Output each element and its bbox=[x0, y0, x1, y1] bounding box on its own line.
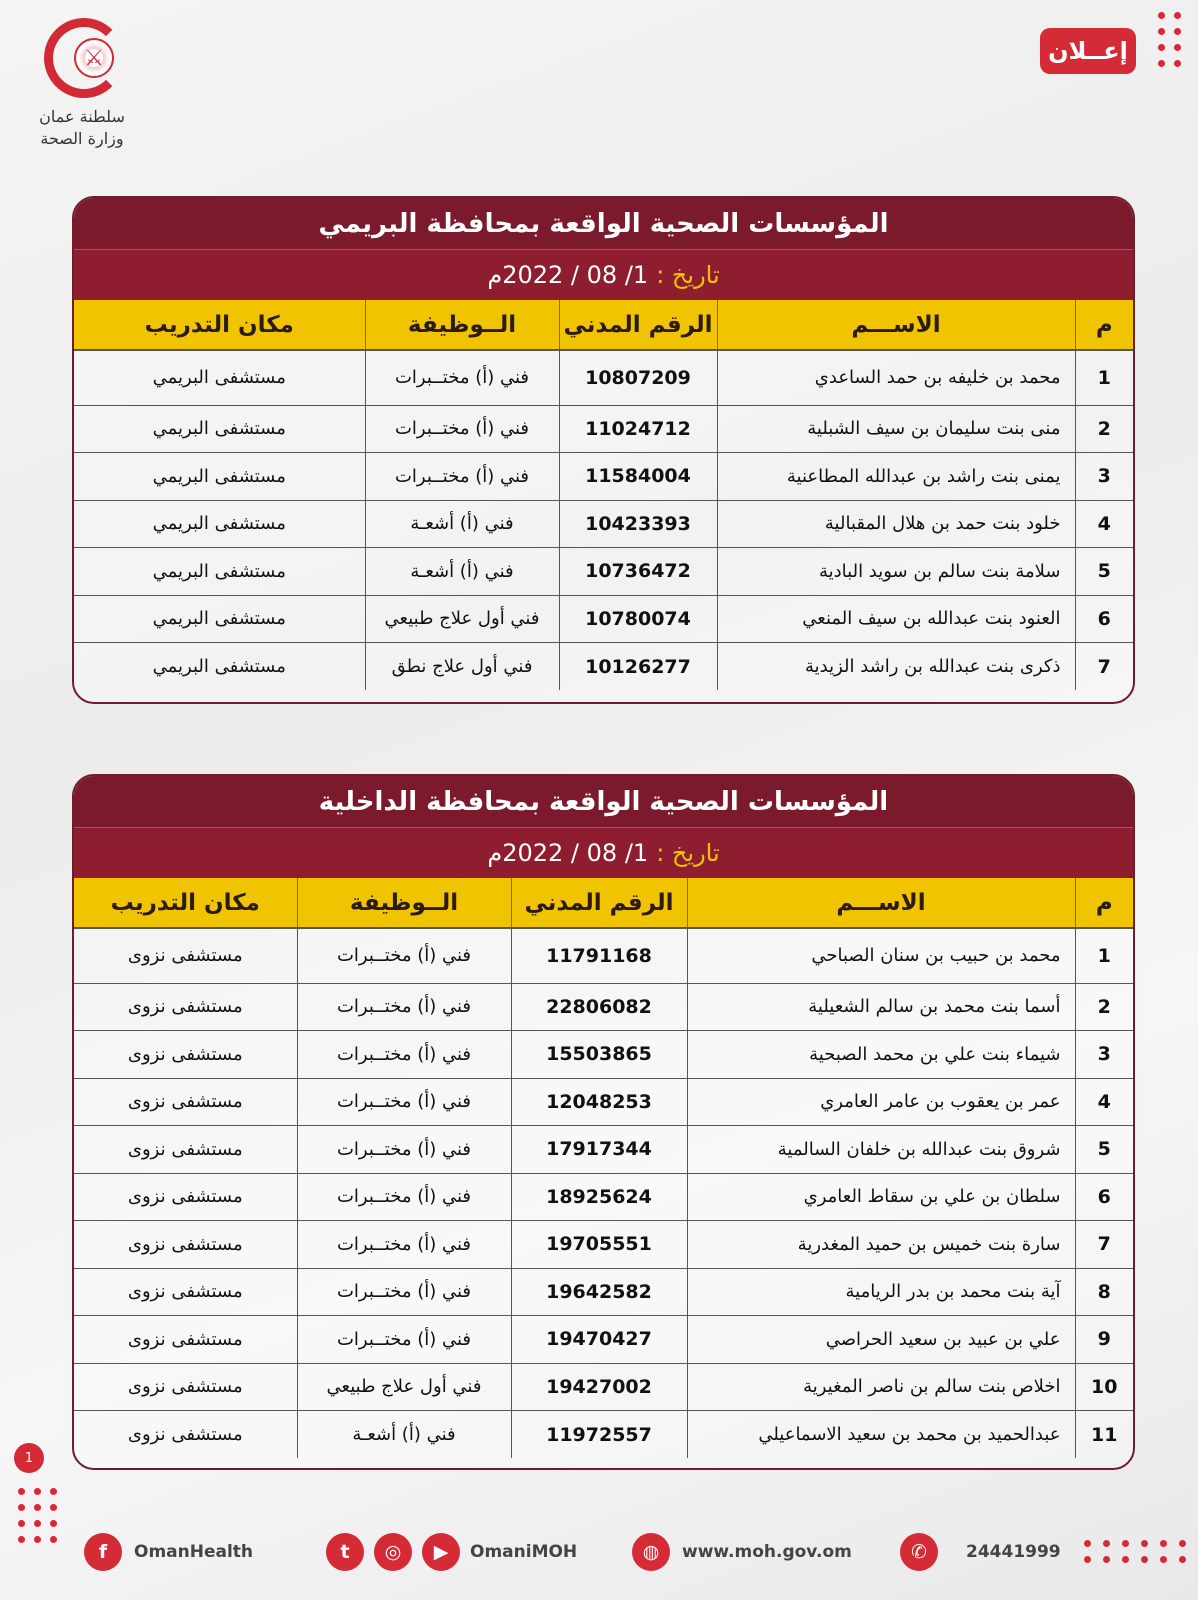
cell-civil-id: 19705551 bbox=[511, 1221, 687, 1269]
cell-civil-id: 10423393 bbox=[559, 500, 717, 548]
cell-training-place: مستشفى البريمي bbox=[74, 500, 365, 548]
cell-name: شيماء بنت علي بن محمد الصبحية bbox=[687, 1031, 1075, 1079]
table-row bbox=[74, 548, 1133, 596]
section-title: المؤسسات الصحية الواقعة بمحافظة الداخلية bbox=[74, 776, 1133, 828]
cell-training-place: مستشفى نزوى bbox=[74, 1078, 297, 1126]
cell-job: فني (أ) مختــبرات bbox=[365, 405, 559, 453]
cell-job: فني (أ) مختــبرات bbox=[365, 453, 559, 501]
cell-training-place: مستشفى البريمي bbox=[74, 350, 365, 405]
cell-index: 1 bbox=[1075, 350, 1133, 405]
table-header-row bbox=[74, 878, 1133, 928]
cell-name: شروق بنت عبدالله بن خلفان السالمية bbox=[687, 1126, 1075, 1174]
social-handle[interactable]: OmaniMOH bbox=[470, 1542, 578, 1562]
table-row bbox=[74, 1221, 1133, 1269]
col-header-index: م bbox=[1075, 300, 1133, 350]
cell-job: فني (أ) مختــبرات bbox=[297, 983, 511, 1031]
cell-job: فني (أ) أشعـة bbox=[297, 1411, 511, 1459]
cell-training-place: مستشفى نزوى bbox=[74, 1221, 297, 1269]
globe-icon: ◍ bbox=[632, 1533, 670, 1571]
facebook-handle: OmanHealth bbox=[134, 1542, 254, 1562]
cell-job: فني (أ) أشعـة bbox=[365, 500, 559, 548]
cell-index: 6 bbox=[1075, 595, 1133, 643]
cell-civil-id: 19642582 bbox=[511, 1268, 687, 1316]
cell-index: 4 bbox=[1075, 1078, 1133, 1126]
twitter-icon[interactable]: t bbox=[326, 1533, 364, 1571]
cell-civil-id: 17917344 bbox=[511, 1126, 687, 1174]
cell-index: 9 bbox=[1075, 1316, 1133, 1364]
dakhiliyah-table-body bbox=[74, 928, 1133, 1458]
cell-name: عبدالحميد بن محمد بن سعيد الاسماعيلي bbox=[687, 1411, 1075, 1459]
cell-job: فني أول علاج نطق bbox=[365, 643, 559, 691]
cell-index: 4 bbox=[1075, 500, 1133, 548]
page-number-badge: 1 bbox=[14, 1443, 44, 1473]
cell-name: سلطان بن علي بن سقاط العامري bbox=[687, 1173, 1075, 1221]
cell-training-place: مستشفى نزوى bbox=[74, 1173, 297, 1221]
cell-training-place: مستشفى البريمي bbox=[74, 643, 365, 691]
logo-line-2: وزارة الصحة bbox=[40, 129, 124, 148]
website-url: www.moh.gov.om bbox=[682, 1542, 852, 1562]
phone-link[interactable] bbox=[900, 1533, 1061, 1571]
cell-index: 1 bbox=[1075, 928, 1133, 983]
cell-index: 10 bbox=[1075, 1363, 1133, 1411]
table-row bbox=[74, 453, 1133, 501]
col-header-index: م bbox=[1075, 878, 1133, 928]
cell-training-place: مستشفى نزوى bbox=[74, 1411, 297, 1459]
cell-job: فني (أ) مختــبرات bbox=[297, 1078, 511, 1126]
cell-job: فني (أ) مختــبرات bbox=[297, 928, 511, 983]
table-row bbox=[74, 1126, 1133, 1174]
cell-job: فني (أ) مختــبرات bbox=[297, 1173, 511, 1221]
cell-training-place: مستشفى نزوى bbox=[74, 1363, 297, 1411]
social-links bbox=[326, 1533, 577, 1571]
cell-job: فني أول علاج طبيعي bbox=[365, 595, 559, 643]
cell-civil-id: 15503865 bbox=[511, 1031, 687, 1079]
col-header-job: الــوظيفة bbox=[297, 878, 511, 928]
cell-job: فني (أ) أشعـة bbox=[365, 548, 559, 596]
cell-civil-id: 19427002 bbox=[511, 1363, 687, 1411]
col-header-civil-id: الرقم المدني bbox=[559, 300, 717, 350]
cell-civil-id: 10736472 bbox=[559, 548, 717, 596]
cell-training-place: مستشفى البريمي bbox=[74, 453, 365, 501]
buraimi-table-body bbox=[74, 350, 1133, 690]
cell-index: 5 bbox=[1075, 548, 1133, 596]
website-link[interactable] bbox=[632, 1533, 852, 1571]
cell-civil-id: 10126277 bbox=[559, 643, 717, 691]
table-header-row bbox=[74, 300, 1133, 350]
table-row bbox=[74, 1078, 1133, 1126]
cell-civil-id: 10780074 bbox=[559, 595, 717, 643]
table-row bbox=[74, 1363, 1133, 1411]
khanjar-emblem-icon: ⚔ bbox=[74, 38, 114, 78]
buraimi-table bbox=[74, 300, 1133, 690]
cell-job: فني (أ) مختــبرات bbox=[297, 1031, 511, 1079]
table-row bbox=[74, 595, 1133, 643]
col-header-job: الــوظيفة bbox=[365, 300, 559, 350]
cell-index: 3 bbox=[1075, 1031, 1133, 1079]
table-row bbox=[74, 1031, 1133, 1079]
cell-name: اخلاص بنت سالم بن ناصر المغيرية bbox=[687, 1363, 1075, 1411]
cell-index: 8 bbox=[1075, 1268, 1133, 1316]
col-header-training-place: مكان التدريب bbox=[74, 878, 297, 928]
cell-civil-id: 11024712 bbox=[559, 405, 717, 453]
facebook-icon: f bbox=[84, 1533, 122, 1571]
cell-name: العنود بنت عبدالله بن سيف المنعي bbox=[717, 595, 1075, 643]
cell-civil-id: 11584004 bbox=[559, 453, 717, 501]
cell-name: يمنى بنت راشد بن عبدالله المطاعنية bbox=[717, 453, 1075, 501]
cell-civil-id: 12048253 bbox=[511, 1078, 687, 1126]
date-label: تاريخ : bbox=[656, 261, 720, 289]
col-header-name: الاســـم bbox=[717, 300, 1075, 350]
cell-name: آية بنت محمد بن بدر الريامية bbox=[687, 1268, 1075, 1316]
phone-number: 24441999 bbox=[966, 1542, 1061, 1562]
announcement-badge: إعــلان bbox=[1040, 28, 1136, 74]
table-row bbox=[74, 500, 1133, 548]
cell-index: 6 bbox=[1075, 1173, 1133, 1221]
date-value: 1/ 08 / 2022م bbox=[487, 261, 649, 289]
cell-job: فني (أ) مختــبرات bbox=[297, 1126, 511, 1174]
cell-index: 7 bbox=[1075, 1221, 1133, 1269]
cell-name: محمد بن حبيب بن سنان الصباحي bbox=[687, 928, 1075, 983]
cell-job: فني (أ) مختــبرات bbox=[297, 1316, 511, 1364]
cell-civil-id: 22806082 bbox=[511, 983, 687, 1031]
cell-name: محمد بن خليفه بن حمد الساعدي bbox=[717, 350, 1075, 405]
date-value: 1/ 08 / 2022م bbox=[487, 839, 649, 867]
cell-training-place: مستشفى البريمي bbox=[74, 405, 365, 453]
cell-index: 3 bbox=[1075, 453, 1133, 501]
section-date bbox=[74, 828, 1133, 878]
section-buraimi bbox=[72, 196, 1135, 704]
cell-name: ذكرى بنت عبدالله بن راشد الزيدية bbox=[717, 643, 1075, 691]
cell-civil-id: 19470427 bbox=[511, 1316, 687, 1364]
cell-training-place: مستشفى البريمي bbox=[74, 595, 365, 643]
cell-training-place: مستشفى نزوى bbox=[74, 1126, 297, 1174]
cell-civil-id: 11972557 bbox=[511, 1411, 687, 1459]
date-label: تاريخ : bbox=[656, 839, 720, 867]
table-row bbox=[74, 928, 1133, 983]
decor-dots-top-right bbox=[1158, 12, 1181, 67]
cell-civil-id: 18925624 bbox=[511, 1173, 687, 1221]
cell-name: عمر بن يعقوب بن عامر العامري bbox=[687, 1078, 1075, 1126]
cell-job: فني (أ) مختــبرات bbox=[297, 1268, 511, 1316]
cell-index: 2 bbox=[1075, 405, 1133, 453]
phone-icon: ✆ bbox=[900, 1533, 938, 1571]
cell-name: علي بن عبيد بن سعيد الحراصي bbox=[687, 1316, 1075, 1364]
ministry-logo bbox=[22, 18, 142, 158]
cell-civil-id: 10807209 bbox=[559, 350, 717, 405]
cell-job: فني (أ) مختــبرات bbox=[297, 1221, 511, 1269]
table-row bbox=[74, 983, 1133, 1031]
cell-index: 5 bbox=[1075, 1126, 1133, 1174]
cell-index: 2 bbox=[1075, 983, 1133, 1031]
table-row bbox=[74, 405, 1133, 453]
footer bbox=[0, 1525, 1198, 1585]
section-date bbox=[74, 250, 1133, 300]
dakhiliyah-table bbox=[74, 878, 1133, 1458]
table-row bbox=[74, 1411, 1133, 1459]
facebook-link[interactable] bbox=[84, 1533, 253, 1571]
cell-name: سارة بنت خميس بن حميد المغدرية bbox=[687, 1221, 1075, 1269]
cell-training-place: مستشفى نزوى bbox=[74, 983, 297, 1031]
cell-name: منى بنت سليمان بن سيف الشبلية bbox=[717, 405, 1075, 453]
cell-training-place: مستشفى نزوى bbox=[74, 1268, 297, 1316]
logo-line-1: سلطنة عمان bbox=[39, 107, 125, 126]
section-dakhiliyah bbox=[72, 774, 1135, 1470]
cell-job: فني (أ) مختــبرات bbox=[365, 350, 559, 405]
cell-name: أسما بنت محمد بن سالم الشعيلية bbox=[687, 983, 1075, 1031]
cell-training-place: مستشفى البريمي bbox=[74, 548, 365, 596]
cell-training-place: مستشفى نزوى bbox=[74, 1031, 297, 1079]
col-header-training-place: مكان التدريب bbox=[74, 300, 365, 350]
cell-name: سلامة بنت سالم بن سويد البادية bbox=[717, 548, 1075, 596]
cell-training-place: مستشفى نزوى bbox=[74, 928, 297, 983]
col-header-civil-id: الرقم المدني bbox=[511, 878, 687, 928]
col-header-name: الاســـم bbox=[687, 878, 1075, 928]
table-row bbox=[74, 1173, 1133, 1221]
youtube-icon[interactable]: ▶ bbox=[422, 1533, 460, 1571]
cell-index: 7 bbox=[1075, 643, 1133, 691]
table-row bbox=[74, 1316, 1133, 1364]
cell-job: فني أول علاج طبيعي bbox=[297, 1363, 511, 1411]
table-row bbox=[74, 643, 1133, 691]
table-row bbox=[74, 350, 1133, 405]
cell-civil-id: 11791168 bbox=[511, 928, 687, 983]
instagram-icon[interactable]: ◎ bbox=[374, 1533, 412, 1571]
section-title: المؤسسات الصحية الواقعة بمحافظة البريمي bbox=[74, 198, 1133, 250]
cell-training-place: مستشفى نزوى bbox=[74, 1316, 297, 1364]
table-row bbox=[74, 1268, 1133, 1316]
cell-index: 11 bbox=[1075, 1411, 1133, 1459]
cell-name: خلود بنت حمد بن هلال المقبالية bbox=[717, 500, 1075, 548]
